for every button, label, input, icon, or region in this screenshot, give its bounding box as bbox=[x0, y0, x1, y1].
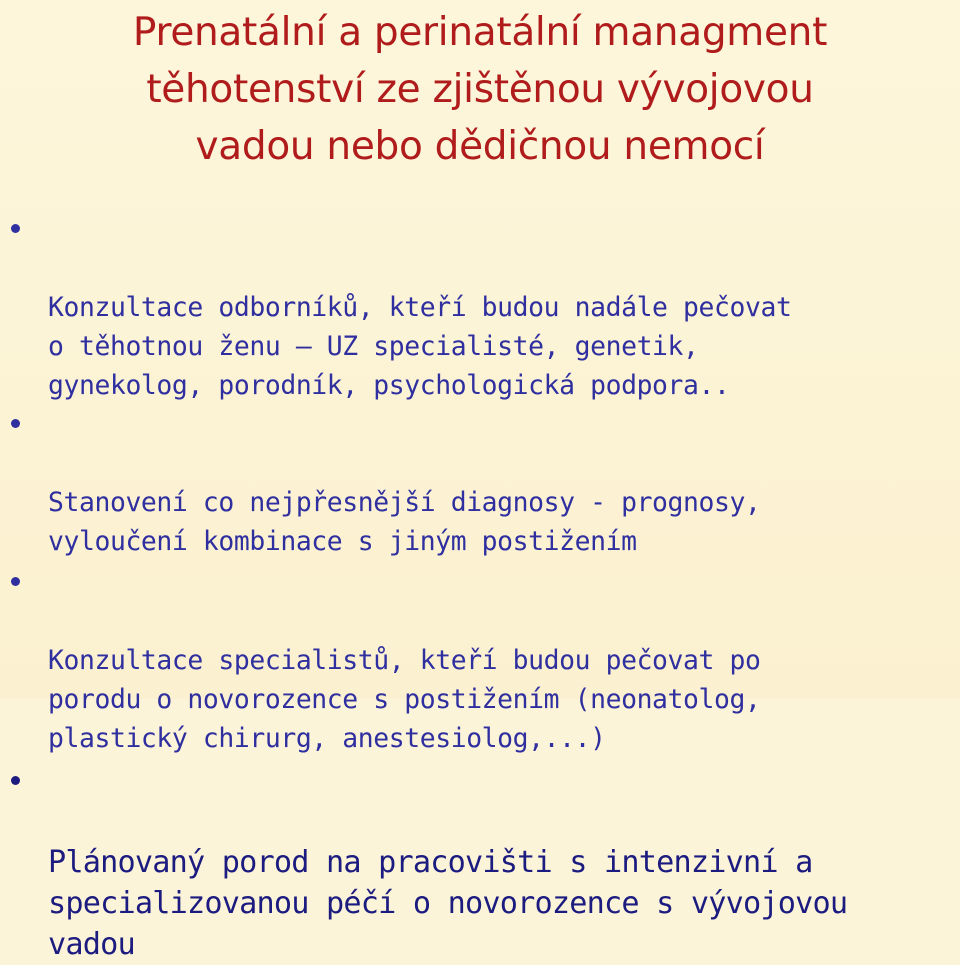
slide-title bbox=[0, 4, 960, 175]
bullet-item bbox=[0, 210, 960, 405]
title-line-1: Prenatální a perinatální managment bbox=[132, 10, 828, 55]
bullet-point-icon bbox=[11, 577, 20, 586]
bullet-item bbox=[0, 405, 960, 561]
bullet-item bbox=[0, 563, 960, 758]
bullet-text: Stanovení co nejpřesnější diagnosy - prognosy, vyloučení kombinace s jiným postižením bbox=[48, 487, 761, 557]
bullet-text: Plánovaný porod na pracovišti s intenzivní a specializovanou péčí o novorozence s vývojovou vadou bbox=[48, 845, 848, 962]
bullet-text: Konzultace specialistů, kteří budou pečovat po porodu o novorozence s postižením (neonatolog, plastický chirurg, anestesiolog,...) bbox=[48, 645, 761, 754]
bullet-point-icon bbox=[11, 776, 20, 785]
bullet-point-icon bbox=[11, 419, 20, 428]
title-line-2: těhotenství ze zjištěnou vývojovou bbox=[146, 67, 814, 112]
bullet-list bbox=[0, 210, 960, 965]
bullet-item bbox=[0, 760, 960, 965]
title-line-3: vadou nebo dědičnou nemocí bbox=[195, 124, 765, 169]
bullet-text: Konzultace odborníků, kteří budou nadále pečovat o těhotnou ženu – UZ specialisté, genetik, gynekolog, porodník, psychologická podpora.. bbox=[48, 292, 792, 401]
bullet-point-icon bbox=[11, 224, 20, 233]
